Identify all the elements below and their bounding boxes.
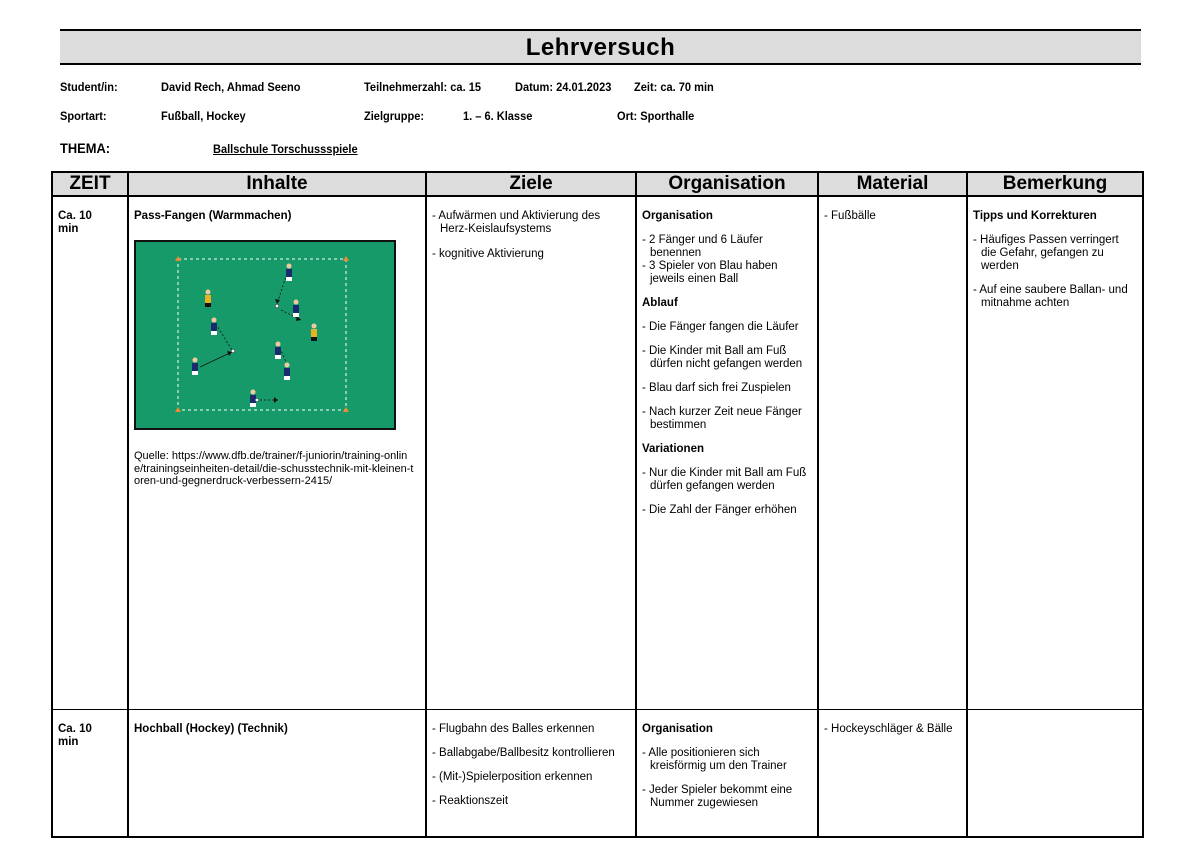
- cell-organisation: [636, 709, 818, 837]
- column-header-zeit: ZEIT: [52, 172, 128, 196]
- cone-icon: [175, 407, 181, 412]
- zeit-text: Ca. 10 min: [58, 722, 92, 748]
- organisation-item: - Alle positionieren sich kreisförmig um den Trainer: [642, 746, 787, 772]
- sport-label: Sportart:: [60, 109, 107, 123]
- cell-inhalte: [128, 709, 426, 837]
- theme-value: Ballschule Torschussspiele: [213, 142, 358, 156]
- table-row: [52, 709, 1143, 837]
- drill-diagram-svg: [136, 242, 394, 428]
- player-yellow-icon: [311, 324, 317, 342]
- player-blue-icon: [284, 363, 290, 381]
- column-header-material: Material: [818, 172, 967, 196]
- player-blue-icon: [286, 264, 292, 282]
- participants: Teilnehmerzahl: ca. 15: [364, 80, 481, 94]
- material-item: - Fußbälle: [824, 210, 876, 222]
- player-blue-icon: [250, 390, 256, 408]
- balls: [231, 304, 279, 402]
- variation-item: - Nur die Kinder mit Ball am Fuß dürfen gefangen werden: [642, 467, 807, 492]
- column-header-organisation: Organisation: [636, 172, 818, 196]
- date: Datum: 24.01.2023: [515, 80, 612, 94]
- lesson-plan-table: [51, 171, 1144, 838]
- player-blue-icon: [293, 300, 299, 318]
- field-diagram: [134, 240, 396, 430]
- goal-item: - Reaktionszeit: [432, 794, 509, 807]
- ball-icon: [231, 349, 235, 353]
- tips-heading: Tipps und Korrekturen: [973, 210, 1097, 222]
- ball-icon: [275, 304, 279, 308]
- cell-ziele: [426, 196, 636, 709]
- goal-item: - Flugbahn des Balles erkennen: [432, 722, 595, 735]
- variation-item: - Die Zahl der Fänger erhöhen: [642, 504, 797, 516]
- players: [192, 264, 317, 408]
- organisation-item: - Jeder Spieler bekommt eine Nummer zugewiesen: [642, 783, 793, 809]
- zeit-text: Ca. 10 min: [58, 210, 92, 235]
- source-text: Quelle: https://www.dfb.de/trainer/f-juniorin/training-online/trainingseinheiten-detail/die-schusstechnik-mit-kleinen-toren-und-gegnerdruck-verbessern-2415/: [134, 450, 414, 487]
- arrow-heads: [227, 299, 301, 403]
- theme-label: THEMA:: [60, 140, 111, 156]
- cell-zeit: [52, 196, 128, 709]
- column-header-ziele: Ziele: [426, 172, 636, 196]
- target-label: Zielgruppe:: [364, 109, 425, 123]
- player-blue-icon: [211, 318, 217, 336]
- tip-item: - Auf eine saubere Ballan- und mitnahme achten: [973, 284, 1128, 309]
- ablauf-item: - Die Fänger fangen die Läufer: [642, 321, 799, 333]
- goal-item: - Ballabgabe/Ballbesitz kontrollieren: [432, 746, 615, 759]
- column-header-bemerkung: Bemerkung: [967, 172, 1143, 196]
- exercise-title: Pass-Fangen (Warmmachen): [134, 210, 292, 222]
- cell-inhalte: [128, 196, 426, 709]
- organisation-heading: Organisation: [642, 722, 713, 735]
- goal-item: - Aufwärmen und Aktivierung des Herz-Keislaufsystems: [432, 210, 601, 235]
- organisation-heading: Organisation: [642, 210, 713, 222]
- document-title: Lehrversuch: [60, 29, 1141, 65]
- duration: Zeit: ca. 70 min: [634, 80, 714, 94]
- play-area-boundary: [178, 259, 346, 410]
- goal-item: - (Mit-)Spielerposition erkennen: [432, 770, 593, 783]
- ablauf-item: - Blau darf sich frei Zuspielen: [642, 382, 791, 394]
- cell-organisation: [636, 196, 818, 709]
- sport-value: Fußball, Hockey: [161, 109, 246, 123]
- table-row: [52, 196, 1143, 709]
- exercise-title: Hochball (Hockey) (Technik): [134, 722, 288, 735]
- player-blue-icon: [192, 358, 198, 376]
- student-label: Student/in:: [60, 80, 118, 94]
- ball-icon: [255, 398, 259, 402]
- organisation-item: - 3 Spieler von Blau haben jeweils einen Ball: [642, 260, 778, 285]
- ablauf-heading: Ablauf: [642, 297, 678, 309]
- cone-icon: [343, 407, 349, 412]
- goal-item: - kognitive Aktivierung: [432, 248, 544, 260]
- cell-bemerkung: [967, 709, 1143, 837]
- cell-zeit: [52, 709, 128, 837]
- cell-bemerkung: [967, 196, 1143, 709]
- location: Ort: Sporthalle: [617, 109, 695, 123]
- table-header-row: [52, 172, 1143, 196]
- cell-ziele: [426, 709, 636, 837]
- player-yellow-icon: [205, 290, 211, 308]
- column-header-inhalte: Inhalte: [128, 172, 426, 196]
- organisation-item: - 2 Fänger und 6 Läufer benennen: [642, 234, 763, 259]
- student-value: David Rech, Ahmad Seeno: [161, 80, 301, 94]
- ablauf-item: - Nach kurzer Zeit neue Fänger bestimmen: [642, 406, 802, 431]
- cell-material: [818, 196, 967, 709]
- player-blue-icon: [275, 342, 281, 360]
- tip-item: - Häufiges Passen verringert die Gefahr, gefangen zu werden: [973, 234, 1119, 272]
- material-item: - Hockeyschläger & Bälle: [824, 722, 953, 735]
- target-value: 1. – 6. Klasse: [463, 109, 533, 123]
- cone-icon: [343, 256, 349, 261]
- ablauf-item: - Die Kinder mit Ball am Fuß dürfen nicht gefangen werden: [642, 345, 803, 370]
- cell-material: [818, 709, 967, 837]
- variationen-heading: Variationen: [642, 443, 704, 455]
